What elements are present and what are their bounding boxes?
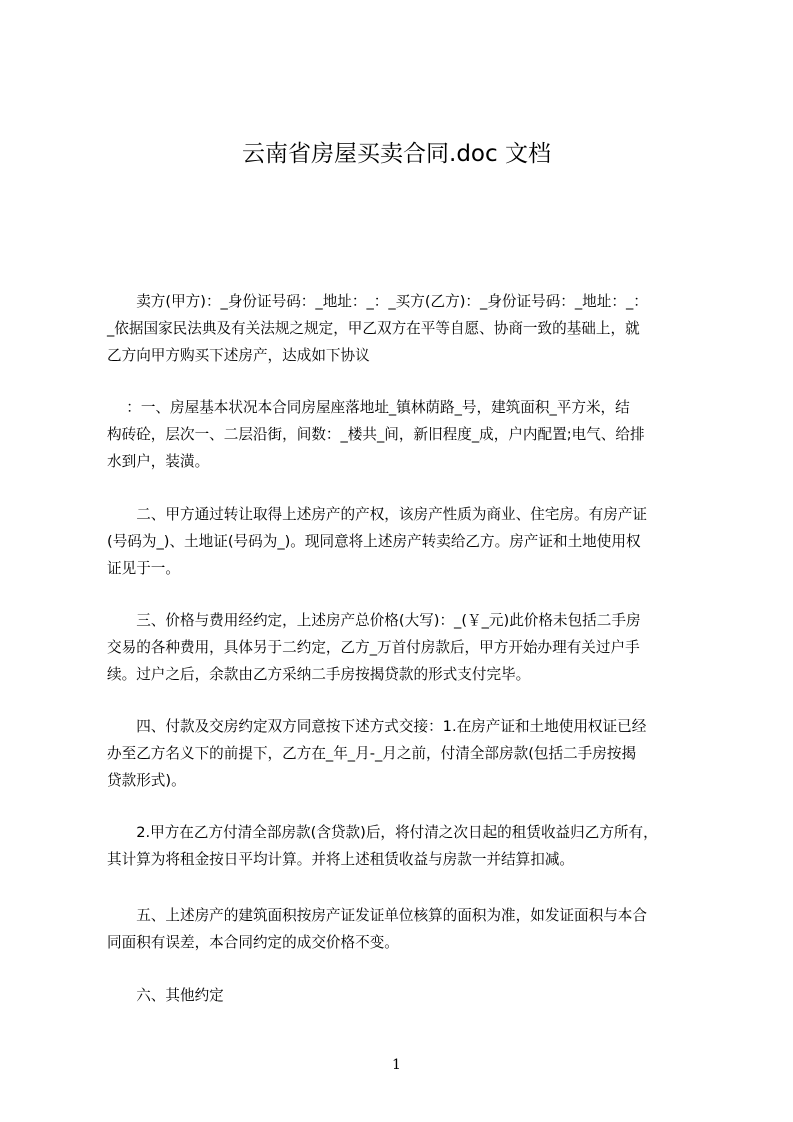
text-line: 二、甲方通过转让取得上述房产的产权，该房产性质为商业、住宅房。有房产证 bbox=[107, 506, 647, 523]
text-line: 六、其他约定 bbox=[107, 987, 224, 1004]
text-line: 续。过户之后，余款由乙方采纳二手房按揭贷款的形式支付完毕。 bbox=[107, 666, 531, 683]
paragraph-clause-2 bbox=[107, 501, 707, 582]
text-line: 四、付款及交房约定双方同意按下述方式交接：1.在房产证和土地使用权证已经 bbox=[107, 718, 647, 735]
text-line: 五、上述房产的建筑面积按房产证发证单位核算的面积为准，如发证面积与本合 bbox=[107, 907, 647, 924]
paragraph-clause-1 bbox=[107, 394, 707, 475]
text-line: (号码为_)、土地证(号码为_)。现同意将上述房产转卖给乙方。房产证和土地使用权 bbox=[107, 533, 641, 550]
text-line: 2.甲方在乙方付清全部房款(含贷款)后，将付清之次日起的租赁收益归乙方所有， bbox=[107, 824, 658, 841]
text-line: 乙方向甲方购买下述房产，达成如下协议 bbox=[107, 347, 370, 364]
text-line: 贷款形式)。 bbox=[107, 772, 186, 789]
document-title: 云南省房屋买卖合同.doc 文档 bbox=[242, 141, 551, 167]
paragraph-clause-4-2 bbox=[107, 819, 707, 873]
text-line: 同面积有误差，本合同约定的成交价格不变。 bbox=[107, 934, 399, 951]
paragraph-clause-6 bbox=[107, 982, 707, 1009]
text-line: _依据国家民法典及有关法规之规定，甲乙双方在平等自愿、协商一致的基础上，就 bbox=[107, 320, 640, 337]
text-line: 办至乙方名义下的前提下，乙方在_年_月-_月之前，付清全部房款(包括二手房按揭 bbox=[107, 745, 637, 762]
text-line: 其计算为将租金按日平均计算。并将上述租赁收益与房款一并结算扣减。 bbox=[107, 851, 575, 868]
text-line: 构砖砼，层次一、二层沿街，间数：_楼共_间，新旧程度_成，户内配置;电气、给排 bbox=[107, 426, 645, 443]
paragraph-clause-3 bbox=[107, 607, 707, 688]
paragraph-clause-4 bbox=[107, 713, 707, 794]
text-line: 卖方(甲方)：_身份证号码：_地址：_：_买方(乙方)：_身份证号码：_地址：_： bbox=[107, 293, 648, 310]
text-line: ：一、房屋基本状况本合同房屋座落地址_镇林荫路_号，建筑面积_平方米，结 bbox=[107, 399, 630, 416]
text-line: 证见于一。 bbox=[107, 560, 180, 577]
page-number: 1 bbox=[392, 1057, 401, 1073]
text-line: 水到户，装潢。 bbox=[107, 453, 210, 470]
paragraph-clause-5 bbox=[107, 902, 707, 956]
text-line: 三、价格与费用经约定，上述房产总价格(大写)：_(￥_元)此价格未包括二手房 bbox=[107, 612, 641, 629]
text-line: 交易的各种费用，具体另于二约定，乙方_万首付房款后，甲方开始办理有关过户手 bbox=[107, 639, 640, 656]
paragraph-parties bbox=[107, 288, 707, 369]
